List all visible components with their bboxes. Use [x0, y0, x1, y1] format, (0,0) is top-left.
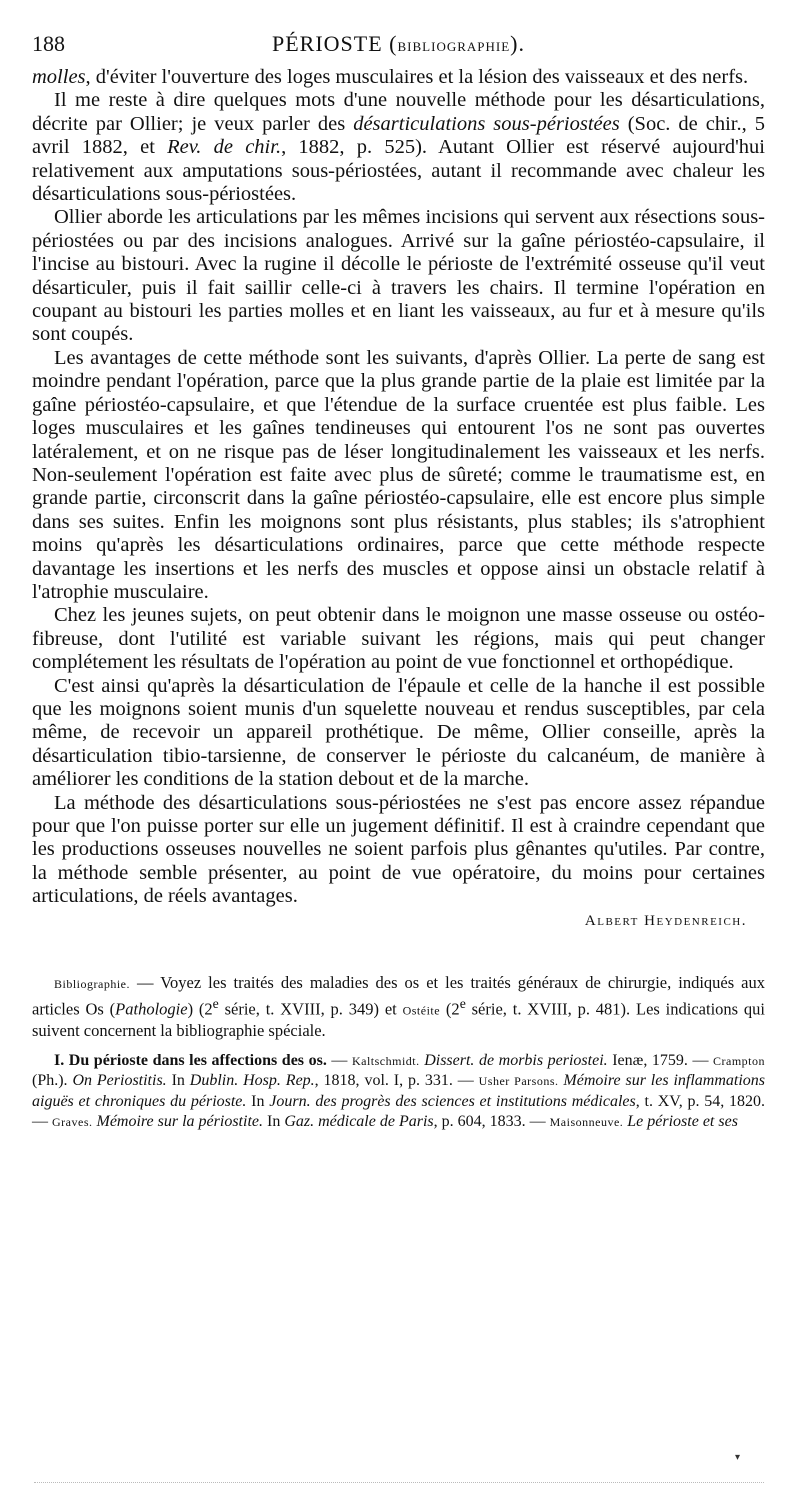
bibliography-intro	[32, 973, 765, 1041]
journal-title: Gaz. médicale de Paris	[284, 1113, 434, 1131]
paragraph-text: (Soc. de chir., 5 avril 1882, et	[32, 112, 765, 159]
bibliography-intro-text	[32, 973, 765, 1041]
author-name: Kaltschmidt.	[351, 1053, 420, 1068]
running-title-main: PÉRIOSTE (	[272, 31, 398, 56]
text-run: Ienæ, 1759. —	[607, 1051, 714, 1069]
work-title: Mémoire sur les inflammations aiguës et chroniques du périoste.	[32, 1072, 766, 1110]
bibliography-lead: Bibliographie.	[54, 977, 130, 992]
running-title-end: ).	[510, 31, 525, 56]
work-title: On Periostitis.	[72, 1072, 167, 1090]
paragraph-text: , 1882, p. 525). Autant Ollier est réservé aujourd'hui relativement aux amputations sous-périostées, autant il recommande avec chaleur les désarticulations sous-périostées.	[32, 136, 765, 206]
author-name: Graves.	[52, 1115, 93, 1130]
superscript: e	[212, 996, 219, 1012]
running-title	[32, 30, 765, 61]
page-number: 188	[32, 31, 65, 56]
work-title: Le périoste et ses	[627, 1113, 738, 1131]
paragraph-text: , d'éviter l'ouverture des loges musculaires et la lésion des vaisseaux et des nerfs.	[85, 66, 749, 88]
article-body	[32, 66, 765, 933]
bottom-rule	[34, 1482, 764, 1483]
author-name: Crampton	[713, 1053, 766, 1068]
author-name: Usher Parsons.	[478, 1074, 559, 1089]
bibliography-entry-list: I. Du périoste dans les affections des os. — Kaltschmidt. Dissert. de morbis periostei. Ienæ, 1759. — Crampton (Ph.). On Periostitis. In Dublin. Hosp. Rep., 1818, vol. I, p. 331. — Usher Parsons. Mémoire sur les inflammations aiguës et chroniques du périoste. In Journ. des progrès des sciences et institutions médicales, t. XV, p. 54, 1820. — Graves. Mémoire sur la périostite. In Gaz. médicale de Paris, p. 604, 1833. — Maisonneuve. Le périoste et ses	[32, 1051, 766, 1131]
paragraph-7: La méthode des désarticulations sous-périostées ne s'est pas encore assez répandue pour que l'on puisse porter sur elle un jugement définitif. Il est à craindre cependant que les productions osseuses nouvelles ne soient parfois plus gênantes qu'utiles. Par contre, la méthode semble présenter, au point de vue opératoire, du moins pour certaines articulations, de réels avantages.	[32, 791, 765, 908]
italic-term: molles	[32, 66, 86, 88]
running-title-small: BIBLIOGRAPHIE	[397, 39, 511, 54]
text-run: , t. XV, p. 54, 1820. —	[32, 1092, 766, 1131]
paragraph-text: Il me reste à dire quelques mots d'une nouvelle méthode pour les désarticulations, décrite par Ollier; je veux parler des	[32, 89, 765, 135]
italic-term: Rev. de chir.	[167, 136, 282, 159]
text-run: (Ph.).	[32, 1072, 73, 1090]
text-run: In	[262, 1113, 285, 1131]
bibliography-section-1	[32, 1051, 765, 1133]
superscript: e	[459, 996, 466, 1012]
text-run: série, t. XVIII, p. 481). Les indications qui suivent concernent la bibliographie spéciale.	[32, 999, 765, 1040]
text-run: (2	[440, 999, 460, 1019]
book-page	[32, 30, 765, 1133]
journal-title: Journ. des progrès des sciences et institutions médicales	[269, 1092, 636, 1110]
text-run: ) (2	[187, 999, 213, 1019]
text-run: In	[166, 1072, 190, 1090]
author-name: Maisonneuve.	[549, 1115, 624, 1130]
paragraph-2	[32, 89, 765, 206]
text-run: série, t. XVIII, p. 349) et	[218, 999, 403, 1019]
section-heading: I. Du périoste dans les affections des os.	[54, 1051, 327, 1069]
paragraph-1	[32, 66, 765, 89]
journal-title: Dublin. Hosp. Rep.	[189, 1072, 315, 1090]
author-signature: Albert Heydenreich.	[584, 912, 747, 929]
italic-term: Pathologie	[115, 999, 188, 1019]
text-run: — Voyez les traités des maladies des os et les traités généraux de chirurgie, indiqués aux articles Os (	[32, 973, 765, 1019]
text-run: , 1818, vol. I, p. 331. —	[314, 1072, 479, 1090]
paragraph-5: Chez les jeunes sujets, on peut obtenir dans le moignon une masse osseuse ou ostéo-fibreuse, dont l'utilité est variable suivant les régions, mais qui peut changer complétement les résultats de l'opération au point de vue fonctionnel et orthopédique.	[32, 604, 765, 674]
page-header	[32, 30, 765, 58]
work-title: Dissert. de morbis periostei.	[424, 1051, 608, 1069]
paragraph-4: Les avantages de cette méthode sont les suivants, d'après Ollier. La perte de sang est moindre pendant l'opération, parce que la plus grande partie de la plaie est limitée par la gaîne périostéo-capsulaire, et que l'étendue de la surface cruentée est plus faible. Les loges musculaires et les gaînes tendineuses qui entourent l'os ne sont pas ouvertes latéralement, et on ne risque pas de léser longitudinalement les vaisseaux et les nerfs. Non-seulement l'opération est faite avec plus de sûreté; comme le traumatisme est, en grande partie, circonscrit dans la gaîne périostéo-capsulaire, elle est encore plus simple dans ses suites. Enfin les moignons sont plus résistants, plus stables; ils s'atrophient moins qu'après les désarticulations ordinaires, parce que cette méthode respecte davantage les insertions et les nerfs des muscles et oppose ainsi un obstacle relatif à l'atrophie musculaire.	[32, 346, 765, 603]
small-caps-term: Ostéite	[402, 1003, 441, 1018]
text-run: , p. 604, 1833. —	[433, 1113, 550, 1131]
stray-print-mark: ▾	[735, 1452, 741, 1463]
paragraph-3: Ollier aborde les articulations par les mêmes incisions qui servent aux résections sous-périostées ou par des incisions analogues. Arrivé sur la gaîne périostéo-capsulaire, il l'incise au bistouri. Avec la rugine il décolle le périoste de l'extrémité osseuse qu'il veut désarticuler, puis il fait saillir celle-ci à travers les chairs. Il termine l'opération en coupant au bistouri les parties molles et en liant les vaisseaux, au fur et à mesure qu'ils sont coupés.	[32, 206, 765, 346]
italic-term: désarticulations sous-périostées	[353, 112, 620, 135]
work-title: Mémoire sur la périostite.	[96, 1113, 263, 1131]
paragraph-6: C'est ainsi qu'après la désarticulation de l'épaule et celle de la hanche il est possible que les moignons soient munis d'un squelette nouveau et rendus susceptibles, par cela même, de recevoir un appareil prothétique. De même, Ollier conseille, après la désarticulation tibio-tarsienne, de conserver le périoste du calcanéum, de manière à améliorer les conditions de la station debout et de la marche.	[32, 674, 765, 791]
text-run: In	[246, 1092, 270, 1110]
